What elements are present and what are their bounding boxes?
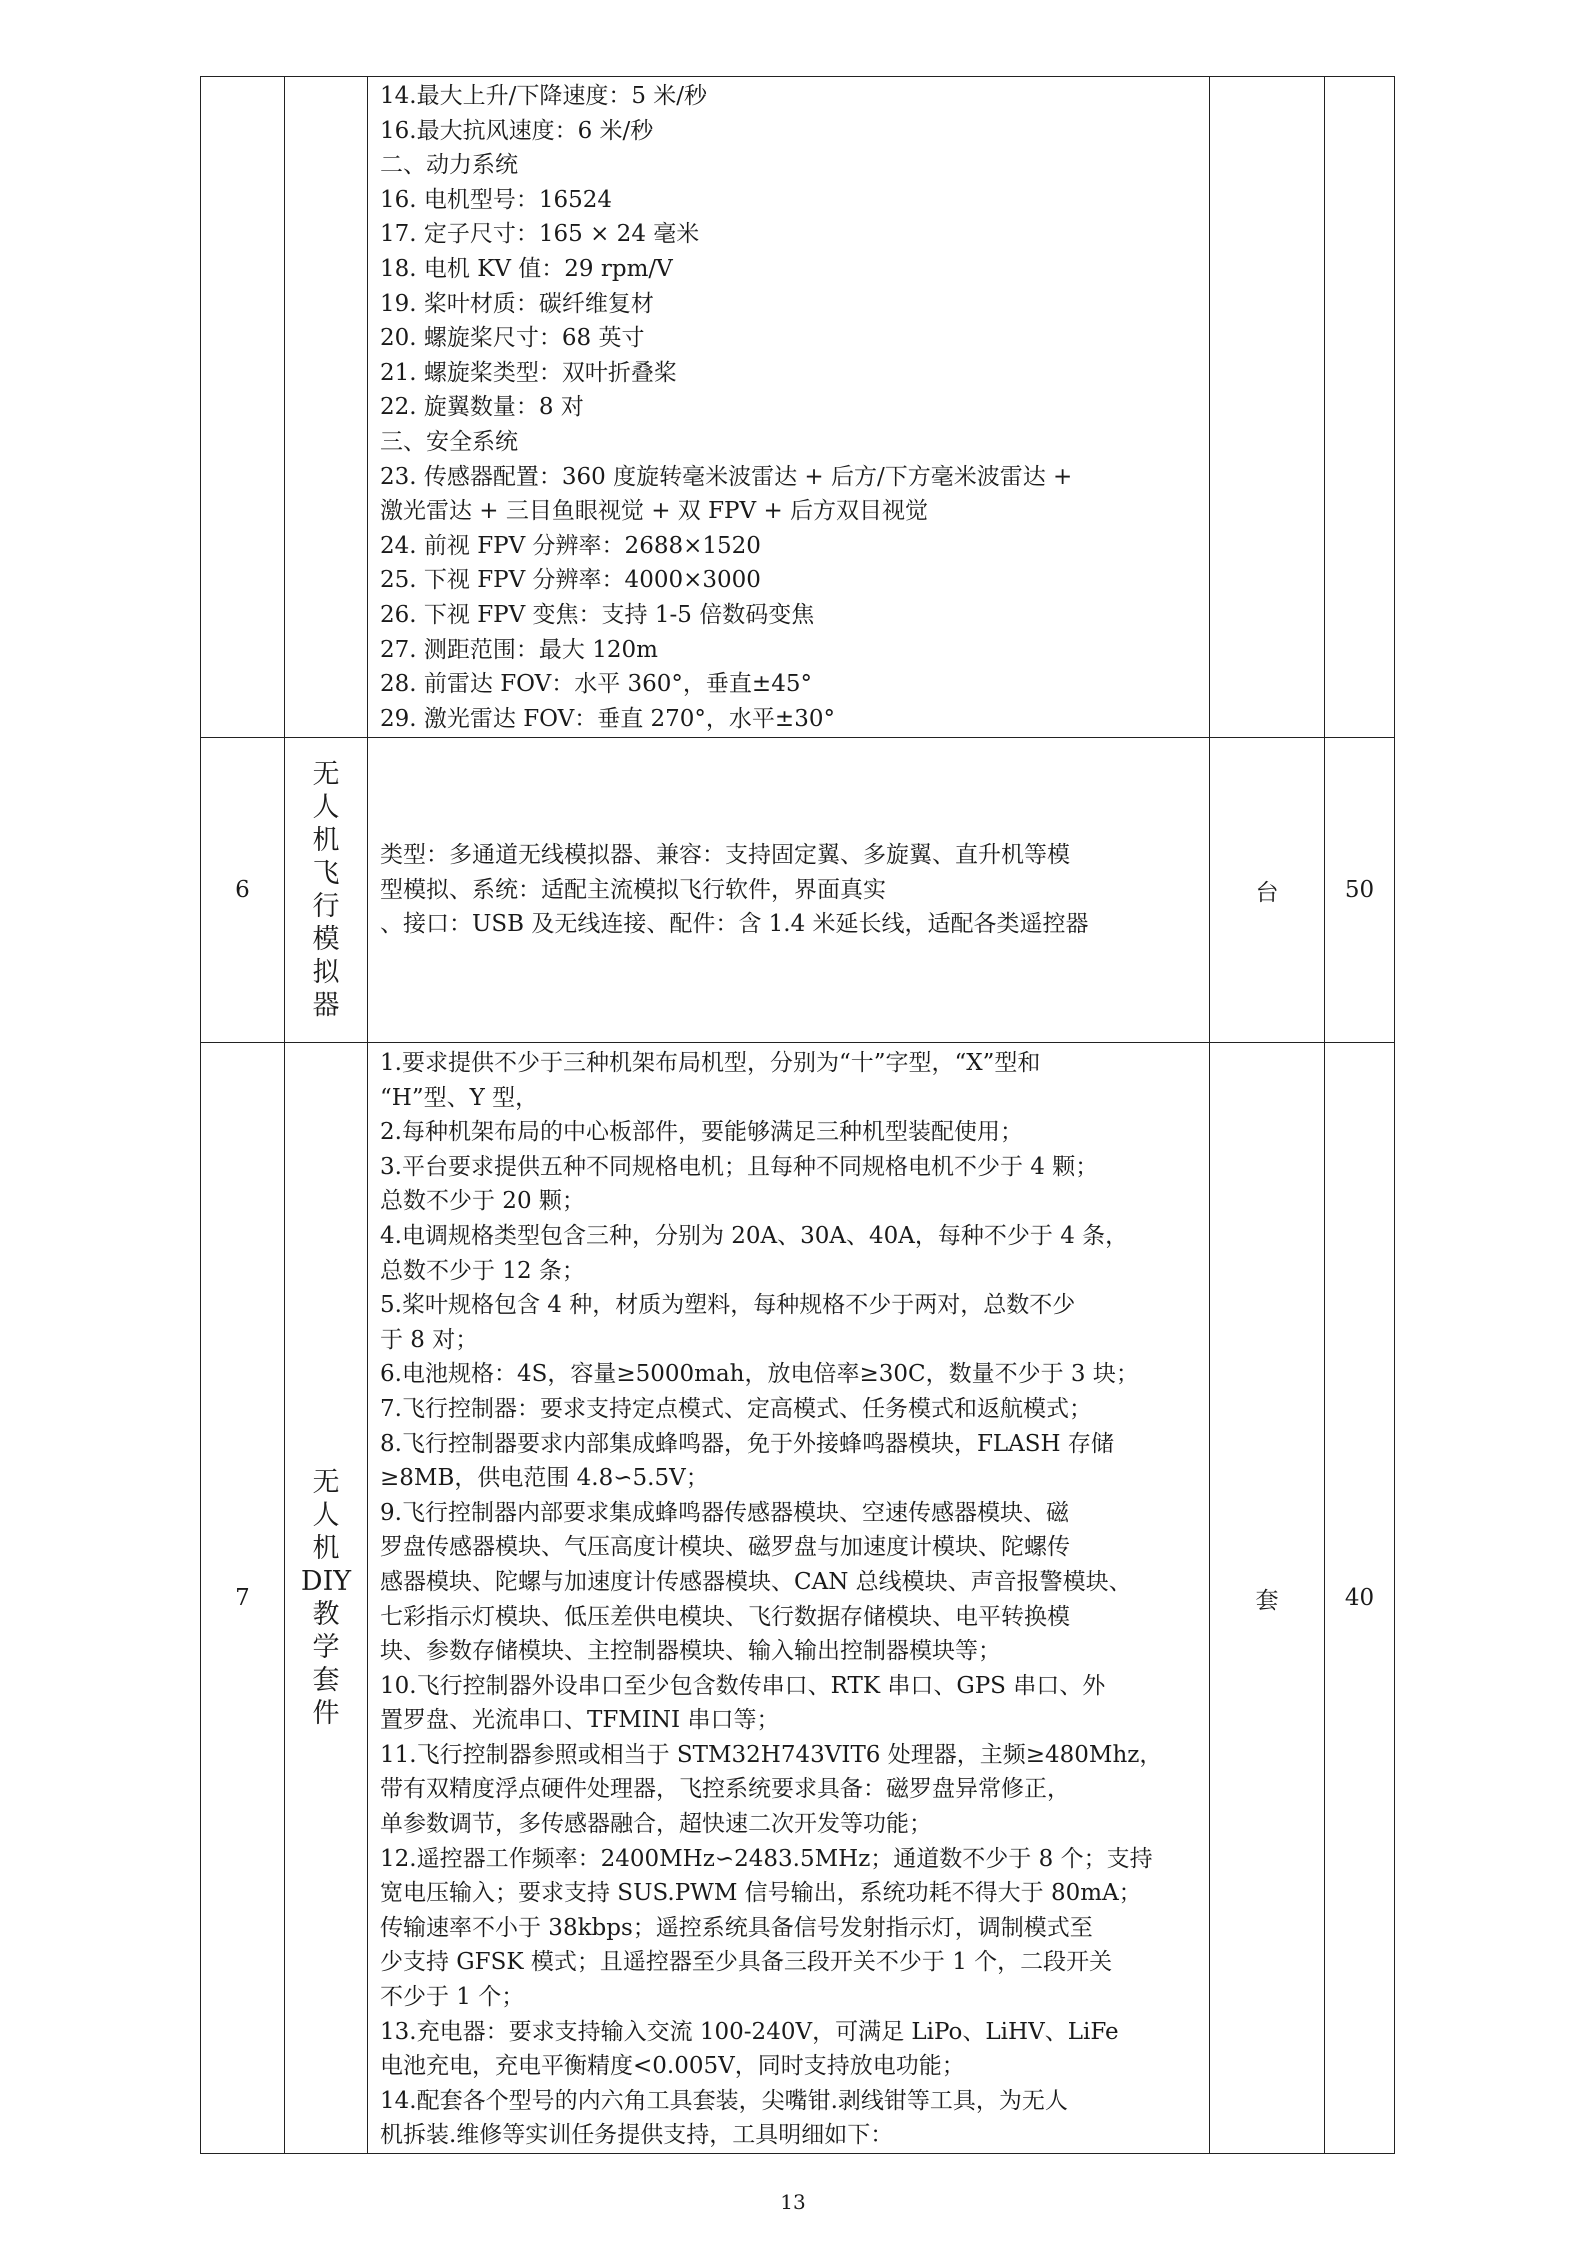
spec-line: “H”型、Y 型， — [380, 1084, 539, 1111]
spec-line: 11.飞行控制器参照或相当于 STM32H743VIT6 处理器，主频≥480Mhz， — [380, 1741, 1163, 1768]
spec-line: 型模拟、系统：适配主流模拟飞行软件，界面真实 — [380, 876, 886, 903]
spec-line: 机拆装.维修等实训任务提供支持，工具明细如下： — [380, 2122, 894, 2149]
spec-line: 七彩指示灯模块、低压差供电模块、飞行数据存储模块、电平转换模 — [380, 1603, 1070, 1630]
spec-line: 6.电池规格：4S，容量≥5000mah，放电倍率≥30C，数量不少于 3 块； — [380, 1361, 1139, 1388]
spec-list — [368, 1043, 1210, 2154]
spec-line: 不少于 1 个； — [380, 1984, 525, 2011]
spec-line: 29. 激光雷达 FOV：垂直 270°，水平±30° — [380, 705, 835, 732]
row-number — [201, 77, 285, 738]
spec-line: 感器模块、陀螺与加速度计传感器模块、CAN 总线模块、声音报警模块、 — [380, 1568, 1132, 1595]
spec-line: 16. 电机型号：16524 — [380, 186, 613, 213]
spec-line: 20. 螺旋桨尺寸：68 英寸 — [380, 325, 645, 352]
table-row — [201, 1043, 1395, 2154]
item-name-char: 无 — [312, 759, 340, 790]
item-name-char: 机 — [312, 825, 340, 856]
spec-line: 9.飞行控制器内部要求集成蜂鸣器传感器模块、空速传感器模块、磁 — [380, 1499, 1069, 1526]
spec-line: 总数不少于 20 颗； — [380, 1188, 585, 1215]
unit-cell: 套 — [1210, 1043, 1325, 2154]
spec-line: 少支持 GFSK 模式；且遥控器至少具备三段开关不少于 1 个，二段开关 — [380, 1949, 1113, 1976]
spec-line: 单参数调节，多传感器融合，超快速二次开发等功能； — [380, 1811, 932, 1838]
spec-line: 带有双精度浮点硬件处理器，飞控系统要求具备：磁罗盘异常修正， — [380, 1776, 1070, 1803]
row-number: 7 — [201, 1043, 285, 2154]
spec-line: 传输速率不小于 38kbps；遥控系统具备信号发射指示灯，调制模式至 — [380, 1914, 1093, 1941]
spec-line: 罗盘传感器模块、气压高度计模块、磁罗盘与加速度计模块、陀螺传 — [380, 1534, 1070, 1561]
spec-line: 12.遥控器工作频率：2400MHz∽2483.5MHz；通道数不少于 8 个；支持 — [380, 1845, 1153, 1872]
page-number: 13 — [780, 2190, 806, 2214]
spec-line: 宽电压输入；要求支持 SUS.PWM 信号输出，系统功耗不得大于 80mA； — [380, 1880, 1142, 1907]
spec-line: 26. 下视 FPV 变焦：支持 1-5 倍数码变焦 — [380, 601, 815, 628]
table-row — [201, 738, 1395, 1043]
spec-line: 2.每种机架布局的中心板部件，要能够满足三种机型装配使用； — [380, 1119, 1023, 1146]
spec-line: 置罗盘、光流串口、TFMINI 串口等； — [380, 1707, 780, 1734]
item-name-char: 器 — [312, 990, 340, 1021]
spec-line: 19. 桨叶材质：碳纤维复材 — [380, 290, 654, 317]
spec-line: 25. 下视 FPV 分辨率：4000×3000 — [380, 567, 761, 594]
spec-line: 14.最大上升/下降速度：5 米/秒 — [380, 83, 708, 109]
spec-line: 10.飞行控制器外设串口至少包含数传串口、RTK 串口、GPS 串口、外 — [380, 1672, 1106, 1699]
item-name-char: DIY — [300, 1566, 352, 1597]
quantity-cell — [1325, 77, 1395, 738]
spec-line: 类型：多通道无线模拟器、兼容：支持固定翼、多旋翼、直升机等模 — [380, 842, 1070, 869]
spec-line: 激光雷达 + 三目鱼眼视觉 + 双 FPV + 后方双目视觉 — [380, 498, 929, 525]
spec-line: 7.飞行控制器：要求支持定点模式、定高模式、任务模式和返航模式； — [380, 1395, 1092, 1422]
spec-line: 5.桨叶规格包含 4 种，材质为塑料，每种规格不少于两对，总数不少 — [380, 1292, 1076, 1319]
spec-line: 21. 螺旋桨类型：双叶折叠桨 — [380, 359, 677, 386]
item-name — [285, 1043, 368, 2154]
row-number: 6 — [201, 738, 285, 1043]
item-name-char: 学 — [312, 1632, 340, 1663]
spec-line: 3.平台要求提供五种不同规格电机；且每种不同规格电机不少于 4 颗； — [380, 1153, 1099, 1180]
spec-line: 13.充电器：要求支持输入交流 100-240V，可满足 LiPo、LiHV、LiFe — [380, 2018, 1119, 2045]
table-row — [201, 77, 1395, 738]
spec-line: 8.飞行控制器要求内部集成蜂鸣器，免于外接蜂鸣器模块，FLASH 存储 — [380, 1430, 1114, 1457]
item-name — [285, 77, 368, 738]
item-name-char: 行 — [312, 891, 340, 922]
quantity-cell: 40 — [1325, 1043, 1395, 2154]
item-name-char: 件 — [312, 1698, 340, 1729]
spec-line: 23. 传感器配置：360 度旋转毫米波雷达 + 后方/下方毫米波雷达 + — [380, 463, 1073, 490]
item-name-char: 模 — [312, 924, 340, 955]
spec-line: 14.配套各个型号的内六角工具套装，尖嘴钳.剥线钳等工具，为无人 — [380, 2087, 1068, 2114]
spec-line: 4.电调规格类型包含三种，分别为 20A、30A、40A，每种不少于 4 条， — [380, 1222, 1129, 1249]
spec-line: 块、参数存储模块、主控制器模块、输入输出控制器模块等； — [380, 1638, 1001, 1665]
spec-list — [368, 738, 1210, 1043]
spec-line: 总数不少于 12 条； — [380, 1257, 585, 1284]
spec-line: 二、动力系统 — [380, 152, 518, 179]
item-name-char: 飞 — [312, 858, 340, 889]
spec-line: 1.要求提供不少于三种机架布局机型，分别为“十”字型，“X”型和 — [380, 1050, 1041, 1076]
spec-line: 22. 旋翼数量：8 对 — [380, 394, 584, 421]
spec-line: 27. 测距范围：最大 120m — [380, 636, 658, 663]
spec-line: 24. 前视 FPV 分辨率：2688×1520 — [380, 532, 761, 559]
item-name-char: 套 — [312, 1665, 340, 1696]
spec-line: 16.最大抗风速度：6 米/秒 — [380, 117, 654, 144]
spec-table — [200, 76, 1395, 2154]
item-name-char: 机 — [312, 1533, 340, 1564]
spec-line: 三、安全系统 — [380, 428, 518, 455]
spec-list — [368, 77, 1210, 738]
spec-line: 、接口：USB 及无线连接、配件：含 1.4 米延长线，适配各类遥控器 — [380, 911, 1089, 938]
item-name-char: 教 — [312, 1599, 340, 1630]
item-name-char: 无 — [312, 1467, 340, 1498]
spec-line: 于 8 对； — [380, 1326, 479, 1353]
spec-line: 电池充电，充电平衡精度<0.005V，同时支持放电功能； — [380, 2053, 965, 2080]
item-name — [285, 738, 368, 1043]
spec-line: 28. 前雷达 FOV：水平 360°，垂直±45° — [380, 671, 812, 698]
unit-cell: 台 — [1210, 738, 1325, 1043]
quantity-cell: 50 — [1325, 738, 1395, 1043]
item-name-char: 拟 — [312, 957, 340, 988]
spec-line: ≥8MB，供电范围 4.8∽5.5V； — [380, 1465, 709, 1492]
item-name-char: 人 — [312, 1500, 340, 1531]
unit-cell — [1210, 77, 1325, 738]
item-name-char: 人 — [312, 792, 340, 823]
spec-line: 18. 电机 KV 值：29 rpm/V — [380, 255, 673, 282]
spec-line: 17. 定子尺寸：165 × 24 毫米 — [380, 221, 700, 248]
